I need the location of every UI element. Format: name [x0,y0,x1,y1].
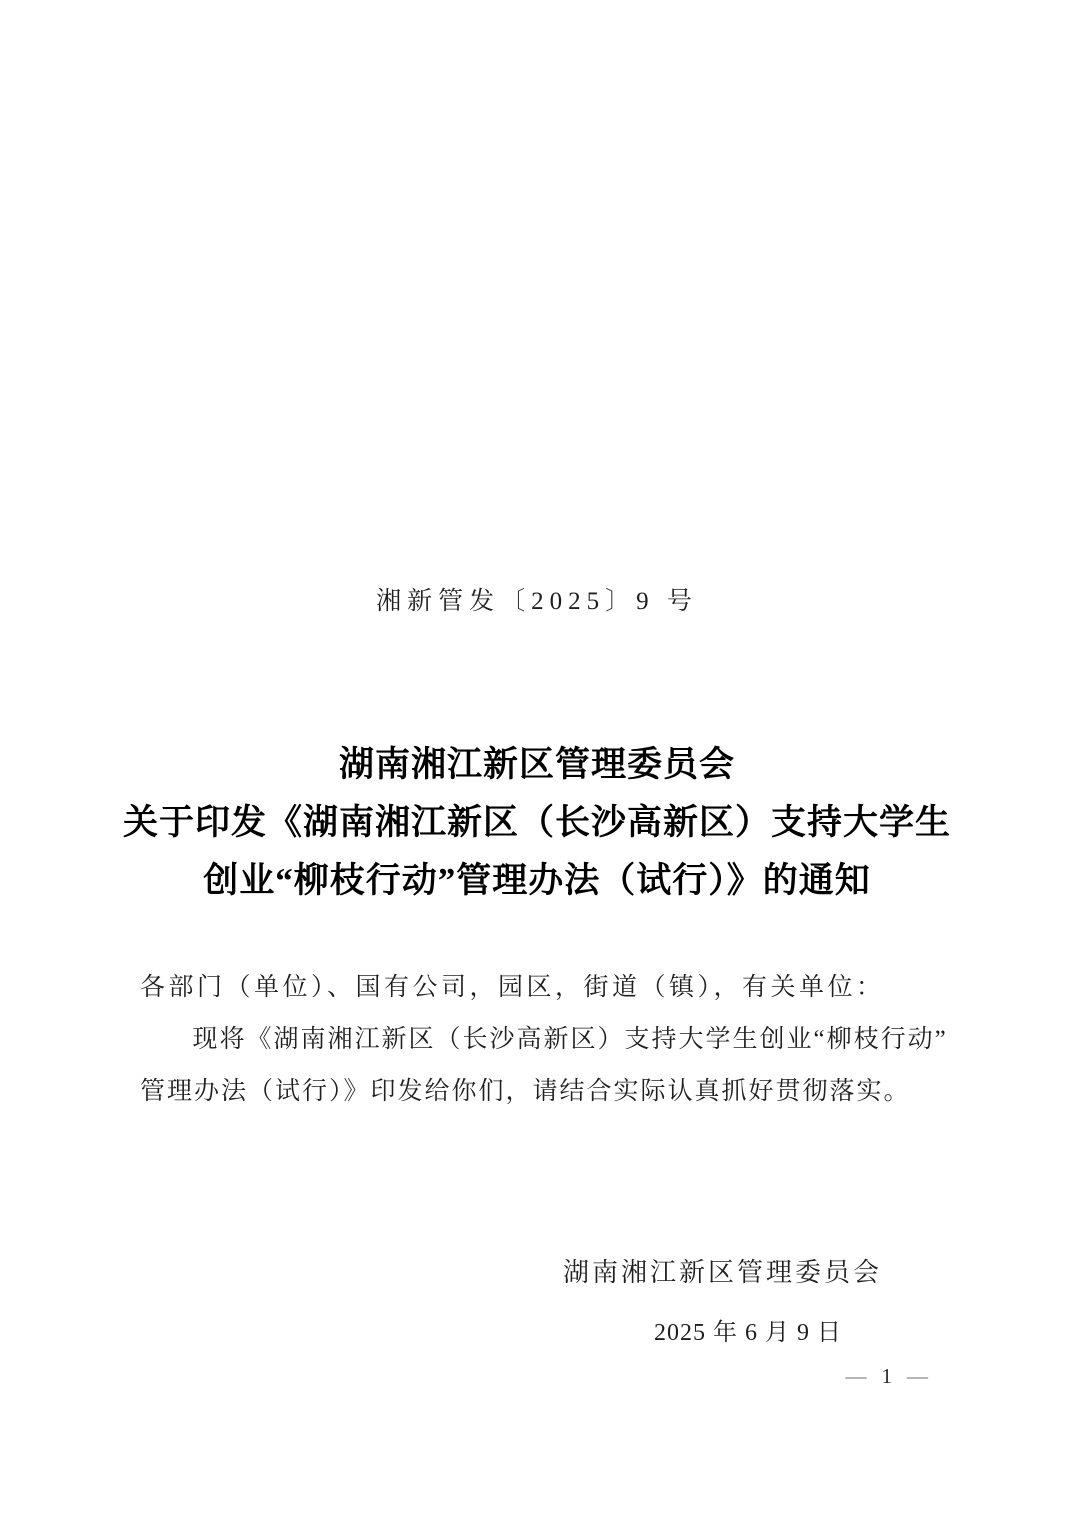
page-number-value: 1 [881,1364,892,1388]
title-line-2: 关于印发《湖南湘江新区（长沙高新区）支持大学生 [122,803,951,842]
issue-date: 2025 年 6 月 9 日 [654,1320,842,1346]
title-line-1: 湖南湘江新区管理委员会 [338,745,735,784]
document-body [140,962,952,1118]
document-title [40,736,1034,910]
signer-name: 湖南湘江新区管理委员会 [562,1258,882,1287]
salutation-line: 各部门（单位）、国有公司，园区，街道（镇），有关单位： [140,974,885,1001]
page-number [846,1364,929,1389]
page-number-dash-left: — [845,1364,867,1388]
page-number-dash-right: — [907,1364,928,1388]
doc-number: 湘新管发〔2025〕9 号 [376,588,698,615]
body-paragraph-line-1: 现将《湖南湘江新区（长沙高新区）支持大学生创业“柳枝行动” [192,1026,948,1053]
title-line-3: 创业“柳枝行动”管理办法（试行）》的通知 [203,861,871,900]
body-paragraph-line-2: 管理办法（试行）》印发给你们，请结合实际认真抓好贯彻落实。 [140,1078,911,1105]
